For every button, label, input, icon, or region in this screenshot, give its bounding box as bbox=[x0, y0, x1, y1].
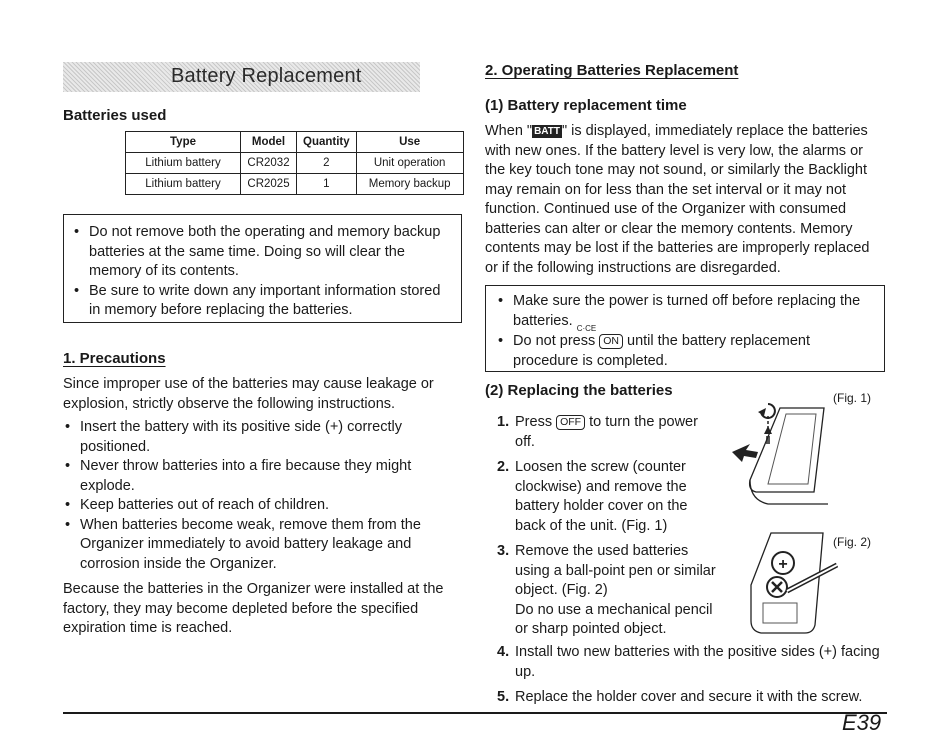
battery-compartment bbox=[763, 603, 797, 623]
section-banner bbox=[63, 62, 420, 92]
table-cell: CR2025 bbox=[241, 174, 297, 195]
table-cell: CR2032 bbox=[241, 153, 297, 174]
steps-list-lower bbox=[497, 643, 887, 708]
replacing-heading: (2) Replacing the batteries bbox=[485, 382, 673, 399]
table-cell: 2 bbox=[297, 153, 357, 174]
text-span: Do not press bbox=[513, 333, 600, 349]
text-span: Press bbox=[515, 414, 557, 430]
batteries-table bbox=[125, 131, 464, 195]
operating-batteries-heading: 2. Operating Batteries Replacement bbox=[485, 62, 739, 79]
table-header: Quantity bbox=[297, 132, 357, 153]
step-number: 5. bbox=[497, 689, 510, 705]
device-back bbox=[750, 408, 824, 492]
table-row bbox=[126, 174, 464, 195]
list-item bbox=[496, 332, 878, 371]
list-item: • When batteries become weak, remove them from the Organizer immediately to avoid battery leakage and corrosion inside the Organizer. bbox=[63, 516, 460, 575]
step-number: 1. bbox=[497, 414, 510, 430]
table-header-row bbox=[126, 132, 464, 153]
step-item bbox=[497, 643, 887, 682]
text-span: When " bbox=[485, 123, 533, 139]
step-item bbox=[497, 542, 717, 640]
steps-list-upper bbox=[497, 413, 717, 640]
off-key: OFF bbox=[556, 415, 585, 430]
text-span: Loosen the screw (counter clockwise) and remove the battery holder cover on the back of the unit. (Fig. 1) bbox=[515, 459, 688, 534]
table-header: Use bbox=[356, 132, 463, 153]
table-cell: 1 bbox=[297, 174, 357, 195]
page-number: E39 bbox=[842, 710, 882, 735]
list-item: • Keep batteries out of reach of children. bbox=[63, 496, 460, 516]
text-span: " is displayed, immediately replace the batteries with new ones. If the battery level is very low, the alarms or the key touch tone may not sound, or similarly the Backlight may remain on for less than the set interval or it may not function. Continued use of the Organizer with consumed batteries can alter or clear the memory contents. Memory contents may be lost if the batteries are improperly replaced or if the following instructions are disregarded. bbox=[485, 123, 870, 276]
fig1-illustration bbox=[728, 392, 838, 510]
closing-paragraph: Because the batteries in the Organizer were installed at the factory, they may become depleted before the specified expiration time is reached. bbox=[63, 581, 444, 636]
svg-text:+: + bbox=[778, 556, 788, 573]
warning-list bbox=[72, 223, 452, 321]
text-span: until the battery replacement procedure is completed. bbox=[513, 333, 810, 369]
list-item: • Do not remove both the operating and memory backup batteries at the same time. Doing so will clear the memory of its contents. bbox=[72, 223, 452, 282]
step-number: 3. bbox=[497, 543, 510, 559]
step-item bbox=[497, 413, 717, 452]
text-span: to turn the power off. bbox=[515, 414, 698, 450]
list-item bbox=[496, 292, 878, 332]
pointer-arrow-icon bbox=[732, 444, 758, 462]
replacement-time-paragraph bbox=[485, 122, 883, 278]
note-box bbox=[485, 285, 885, 372]
precautions-heading: 1. Precautions bbox=[63, 350, 166, 367]
fig2-label: (Fig. 2) bbox=[833, 535, 872, 549]
fig2-illustration bbox=[743, 525, 838, 640]
text-span: Replace the holder cover and secure it with the screw. bbox=[515, 689, 863, 705]
list-item: • Be sure to write down any important information stored in memory before replacing the batteries. bbox=[72, 282, 452, 321]
list-item: • Never throw batteries into a fire because they might explode. bbox=[63, 457, 460, 496]
list-item: • Insert the battery with its positive side (+) correctly positioned. bbox=[63, 418, 460, 457]
on-key: ON bbox=[599, 334, 623, 349]
table-cell: Unit operation bbox=[356, 153, 463, 174]
text-span: Install two new batteries with the positive sides (+) facing up. bbox=[515, 644, 880, 680]
table-cell: Lithium battery bbox=[126, 174, 241, 195]
precautions-intro: Since improper use of the batteries may cause leakage or explosion, strictly observe the following instructions. bbox=[63, 376, 434, 412]
table-header: Type bbox=[126, 132, 241, 153]
warning-box bbox=[63, 214, 462, 323]
step-item bbox=[497, 458, 717, 536]
table-header: Model bbox=[241, 132, 297, 153]
footer-rule bbox=[63, 712, 887, 714]
banner-title: Battery Replacement bbox=[171, 65, 362, 87]
precautions-list bbox=[63, 418, 460, 574]
table-cell: Lithium battery bbox=[126, 153, 241, 174]
battery-indicator-icon: BATT bbox=[534, 126, 560, 137]
text-span: Make sure the power is turned off before replacing the batteries. bbox=[513, 293, 861, 329]
step-subnote: Do no use a mechanical pencil or sharp pointed object. bbox=[515, 601, 713, 637]
table-cell: Memory backup bbox=[356, 174, 463, 195]
table-row bbox=[126, 153, 464, 174]
step-number: 4. bbox=[497, 644, 510, 660]
cce-label: C·CE bbox=[576, 323, 597, 333]
step-number: 2. bbox=[497, 459, 510, 475]
text-span: Remove the used batteries using a ball-point pen or similar object. (Fig. 2) bbox=[515, 543, 716, 598]
fig1-label: (Fig. 1) bbox=[833, 391, 872, 405]
step-item bbox=[497, 688, 887, 708]
battery-cover bbox=[768, 414, 816, 484]
batteries-used-heading: Batteries used bbox=[63, 107, 167, 124]
replacement-time-heading: (1) Battery replacement time bbox=[485, 97, 687, 114]
note-list bbox=[496, 292, 878, 371]
